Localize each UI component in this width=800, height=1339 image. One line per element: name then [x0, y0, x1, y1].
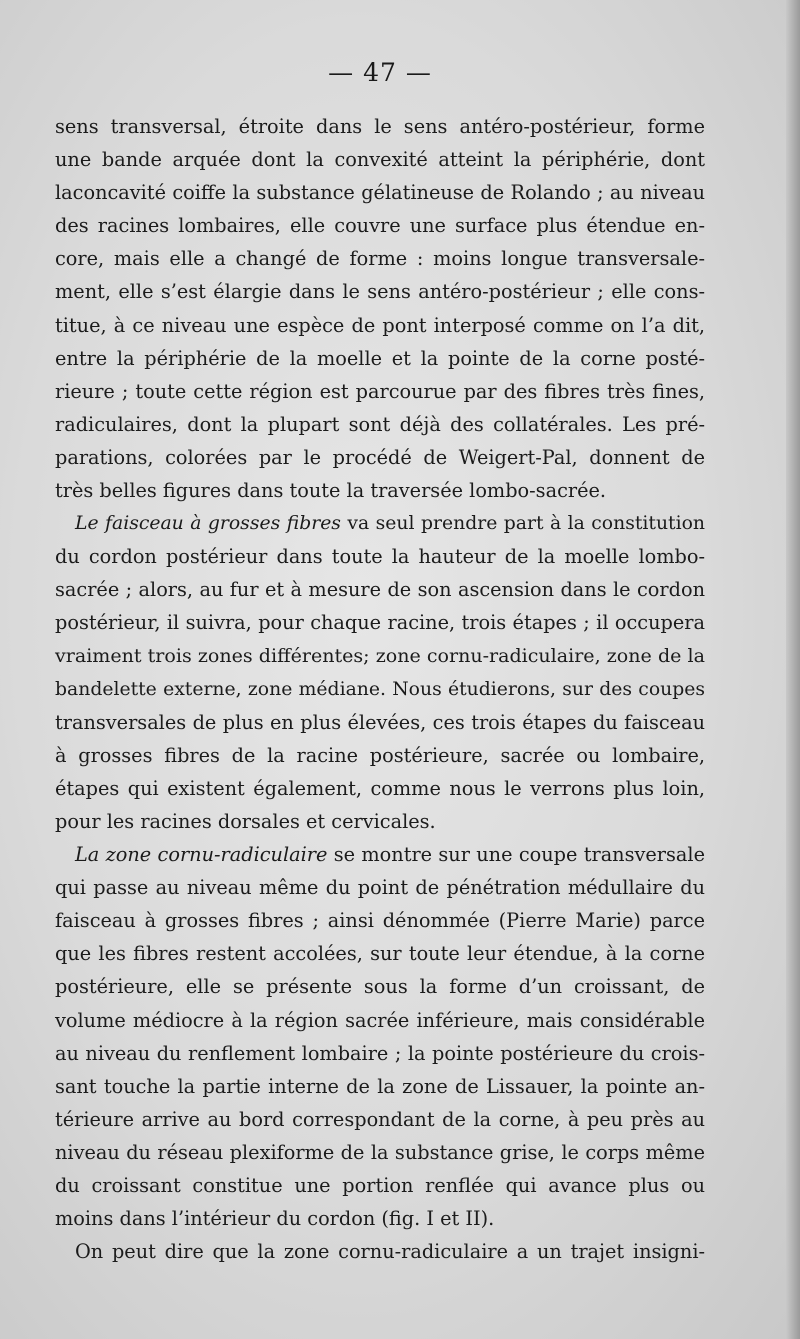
text-line: core, mais elle a changé de forme : moins longue transversale-: [55, 247, 705, 271]
italic-heading: La zone cornu-radiculaire: [75, 843, 328, 867]
text-line: postérieure, elle se présente sous la forme d’un croissant, de: [55, 975, 705, 999]
body-text: [55, 110, 705, 1268]
page-number: — 47 —: [328, 58, 432, 87]
text-line: volume médiocre à la région sacrée inférieure, mais considérable: [55, 1008, 705, 1032]
text-line: postérieur, il suivra, pour chaque racine, trois étapes ; il occupera: [55, 611, 705, 635]
paragraph-start-line: La zone cornu-radiculaire se montre sur une coupe transversale: [75, 843, 705, 867]
text-line: faisceau à grosses fibres ; ainsi dénommée (Pierre Marie) parce: [55, 909, 705, 933]
text-line: vraiment trois zones différentes; zone cornu-radiculaire, zone de la: [55, 644, 705, 667]
text-line: du croissant constitue une portion renflée qui avance plus ou: [55, 1174, 705, 1197]
text-line: rieure ; toute cette région est parcourue par des fibres très fines,: [55, 379, 705, 403]
text-line: au niveau du renflement lombaire ; la pointe postérieure du crois-: [55, 1041, 705, 1065]
text-line: entre la périphérie de la moelle et la pointe de la corne posté-: [55, 346, 705, 370]
text-line: niveau du réseau plexiforme de la substance grise, le corps même: [55, 1140, 705, 1164]
text-line: une bande arquée dont la convexité atteint la périphérie, dont: [55, 148, 705, 172]
text-line: laconcavité coiffe la substance gélatineuse de Rolando ; au niveau: [55, 181, 705, 205]
text-line: qui passe au niveau même du point de pénétration médullaire du: [55, 876, 705, 900]
text-line: étapes qui existent également, comme nous le verrons plus loin,: [55, 776, 705, 800]
text-line: sacrée ; alors, au fur et à mesure de son ascension dans le cordon: [55, 578, 705, 602]
paragraph-start-line: Le faisceau à grosses fibres va seul prendre part à la constitution: [75, 513, 705, 535]
paragraph-end-line: très belles figures dans toute la traversée lombo-sacrée.: [55, 479, 607, 503]
italic-heading: Le faisceau à grosses fibres: [75, 513, 341, 535]
text-line: térieure arrive au bord correspondant de la corne, à peu près au: [55, 1107, 705, 1131]
text-line: radiculaires, dont la plupart sont déjà des collatérales. Les pré-: [55, 412, 705, 436]
paragraph-end-line: moins dans l’intérieur du cordon (fig. I et II).: [55, 1207, 495, 1231]
text-line: que les fibres restent accolées, sur toute leur étendue, à la corne: [55, 942, 705, 966]
text-line: sant touche la partie interne de la zone de Lissauer, la pointe an-: [55, 1074, 705, 1098]
text-line: du cordon postérieur dans toute la hauteur de la moelle lombo-: [55, 545, 705, 569]
paragraph-start-line: On peut dire que la zone cornu-radiculaire a un trajet insigni-: [75, 1240, 705, 1264]
text-line: parations, colorées par le procédé de Weigert-Pal, donnent de: [55, 445, 705, 469]
text-line: ment, elle s’est élargie dans le sens antéro-postérieur ; elle cons-: [55, 280, 705, 304]
text-line: bandelette externe, zone médiane. Nous étudierons, sur des coupes: [55, 678, 705, 700]
text-line: des racines lombaires, elle couvre une surface plus étendue en-: [55, 214, 705, 238]
text-line: transversales de plus en plus élevées, ces trois étapes du faisceau: [55, 710, 705, 734]
text-line: sens transversal, étroite dans le sens antéro-postérieur, forme: [55, 115, 705, 138]
text-line: titue, à ce niveau une espèce de pont interposé comme on l’a dit,: [55, 313, 705, 337]
paragraph-end-line: pour les racines dorsales et cervicales.: [55, 809, 436, 833]
page-edge: [786, 0, 800, 1339]
text-line: à grosses fibres de la racine postérieure, sacrée ou lombaire,: [55, 743, 705, 767]
